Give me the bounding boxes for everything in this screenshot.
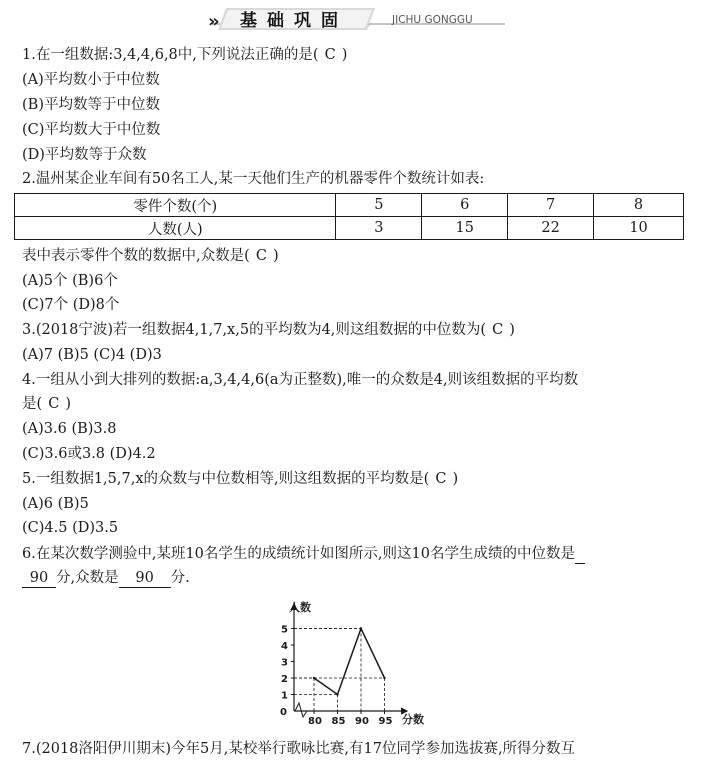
row-label: 人数(人) [15,217,336,240]
data-point [336,693,338,695]
table-row [15,194,684,217]
q3-answer: C [492,322,504,338]
series-line [314,629,385,695]
q2-followup: 表中表示零件个数的数据中,众数是( C ) [22,248,279,264]
q1-option-d: (D)平均数等于众数 [22,147,147,163]
q1-option-c: (C)平均数大于中位数 [22,122,161,138]
table-cell: 7 [508,194,594,217]
header-subtitle: JICHU GONGGU [392,14,473,26]
table-cell: 22 [508,217,594,240]
table-cell: 8 [594,194,684,217]
q5-answer: C [435,471,447,487]
q3-options: (A)7 (B)5 (C)4 (D)3 [22,347,162,363]
y-tick-label: 2 [281,674,288,685]
y-tick-label: 1 [281,690,288,702]
axis-break-icon [295,703,307,717]
x-axis-label: 分数 [402,713,424,726]
header-chevrons: » [208,11,220,32]
q6-trailing-blank [575,545,585,564]
q6-median-blank: 90 [22,569,56,588]
q3-stem: 3.(2018宁波)若一组数据4,1,7,x,5的平均数为4,则这组数据的中位数为( C ) [22,322,515,338]
q4-options-1: (A)3.6 (B)3.8 [22,421,117,437]
q5-stem: 5.一组数据1,5,7,x的众数与中位数相等,则这组数据的平均数是( C ) [22,471,459,487]
y-tick-label: 5 [281,624,288,636]
q1-option-b: (B)平均数等于中位数 [22,97,160,113]
table-row [15,217,684,240]
x-tick-label: 90 [355,716,369,726]
x-tick-label: 85 [331,716,346,726]
q1-stem: 1.在一组数据:3,4,4,6,8中,下列说法正确的是( C ) [22,47,348,63]
x-tick-label: 95 [378,716,393,726]
q2-answer: C [255,248,267,264]
q5-options-1: (A)6 (B)5 [22,496,89,512]
q1-answer: C [324,47,336,63]
q2-stem: 2.温州某企业车间有50名工人,某一天他们生产的机器零件个数统计如表: [22,171,485,187]
table-cell: 6 [422,194,508,217]
q4-answer: C [48,396,60,412]
score-line-chart [262,596,442,726]
data-point [360,627,362,629]
q6-stem-1: 6.在某次数学测验中,某班10名学生的成绩统计如图所示,则这10名学生成绩的中位数是 [22,544,585,564]
y-tick-label: 3 [281,657,288,669]
y-axis-label: 人数 [289,601,311,614]
table-cell: 15 [422,217,508,240]
data-point [313,677,315,679]
q6-mode-blank: 90 [119,569,171,588]
q6-stem-2: 90 分,众数是 90 分. [22,568,190,588]
table-cell: 10 [594,217,684,240]
q2-options-2: (C)7个 (D)8个 [22,297,120,313]
table-cell: 5 [336,194,422,217]
q4-stem-1: 4.一组从小到大排列的数据:a,3,4,4,6(a为正整数),唯一的众数是4,则该组数据的平均数 [22,372,579,388]
q7-stem: 7.(2018洛阳伊川期末)今年5月,某校举行歌咏比赛,有17位同学参加选拔赛,所得分数互 [22,741,576,757]
section-header [0,0,707,40]
origin-label: 0 [280,707,287,718]
q4-options-2: (C)3.6或3.8 (D)4.2 [22,446,156,462]
q2-options-1: (A)5个 (B)6个 [22,273,118,289]
x-tick-label: 80 [308,716,322,726]
y-tick-label: 4 [281,641,288,652]
data-point [383,677,385,679]
row-label: 零件个数(个) [15,194,336,217]
q5-options-2: (C)4.5 (D)3.5 [22,520,119,536]
q1-option-a: (A)平均数小于中位数 [22,72,160,88]
table-cell: 3 [336,217,422,240]
q4-stem-2: 是( C ) [22,396,72,412]
header-title: 基础巩固 [240,11,348,31]
q2-table [14,193,684,240]
